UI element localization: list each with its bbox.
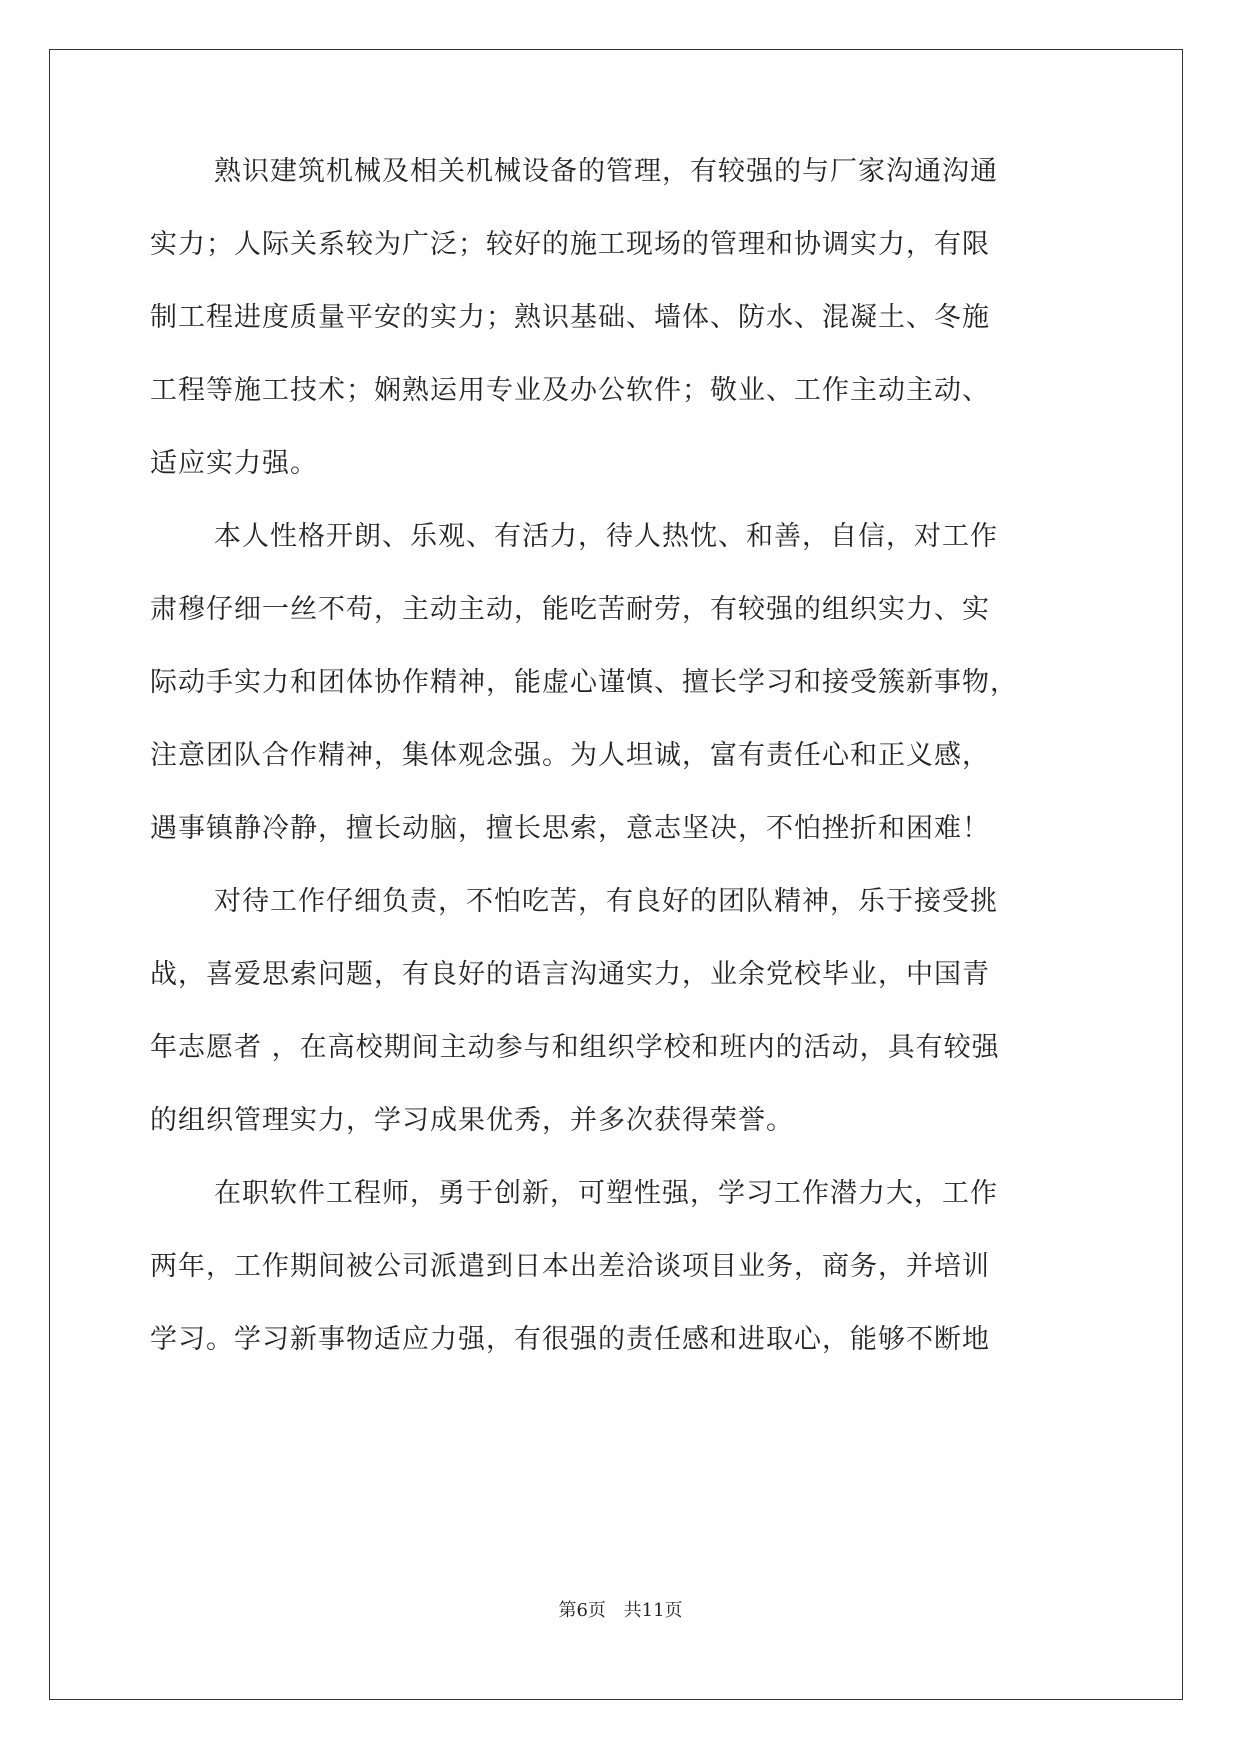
page-footer — [0, 1596, 1241, 1622]
paragraph-3-line-1: 对待工作仔细负责，不怕吃苦，有良好的团队精神，乐于接受挑 — [214, 886, 998, 917]
paragraph-1-line-4: 工程等施工技术；娴熟运用专业及办公软件；敬业、工作主动主动、 — [150, 375, 990, 406]
paragraph-1-line-2: 实力；人际关系较为广泛；较好的施工现场的管理和协调实力，有限 — [150, 229, 990, 260]
paragraph-2-line-2: 肃穆仔细一丝不苟，主动主动，能吃苦耐劳，有较强的组织实力、实 — [150, 594, 990, 625]
page-number-total: 共11页 — [623, 1600, 683, 1621]
paragraph-2-line-5: 遇事镇静冷静，擅长动脑，擅长思索，意志坚决，不怕挫折和困难！ — [150, 813, 990, 844]
paragraph-4-line-2: 两年，工作期间被公司派遣到日本出差洽谈项目业务，商务，并培训 — [150, 1251, 990, 1282]
paragraph-1-line-5: 适应实力强。 — [150, 448, 318, 479]
page-number-current: 第6页 — [558, 1600, 606, 1621]
paragraph-2-line-1: 本人性格开朗、乐观、有活力，待人热忱、和善，自信，对工作 — [214, 521, 998, 552]
paragraph-3-line-2: 战，喜爱思索问题，有良好的语言沟通实力，业余党校毕业，中国青 — [150, 959, 990, 990]
paragraph-2-line-3: 际动手实力和团体协作精神，能虚心谨慎、擅长学习和接受簇新事物， — [150, 667, 1018, 698]
paragraph-4-line-1: 在职软件工程师，勇于创新，可塑性强，学习工作潜力大，工作 — [214, 1178, 998, 1209]
paragraph-1-line-1: 熟识建筑机械及相关机械设备的管理，有较强的与厂家沟通沟通 — [214, 156, 998, 187]
paragraph-1-line-3: 制工程进度质量平安的实力；熟识基础、墙体、防水、混凝土、冬施 — [150, 302, 990, 333]
paragraph-3-line-4: 的组织管理实力，学习成果优秀，并多次获得荣誉。 — [150, 1105, 794, 1136]
paragraph-2-line-4: 注意团队合作精神，集体观念强。为人坦诚，富有责任心和正义感， — [150, 740, 990, 771]
paragraph-3-line-3: 年志愿者 ，在高校期间主动参与和组织学校和班内的活动，具有较强 — [150, 1032, 1000, 1063]
paragraph-4-line-3: 学习。学习新事物适应力强，有很强的责任感和进取心，能够不断地 — [150, 1324, 990, 1355]
